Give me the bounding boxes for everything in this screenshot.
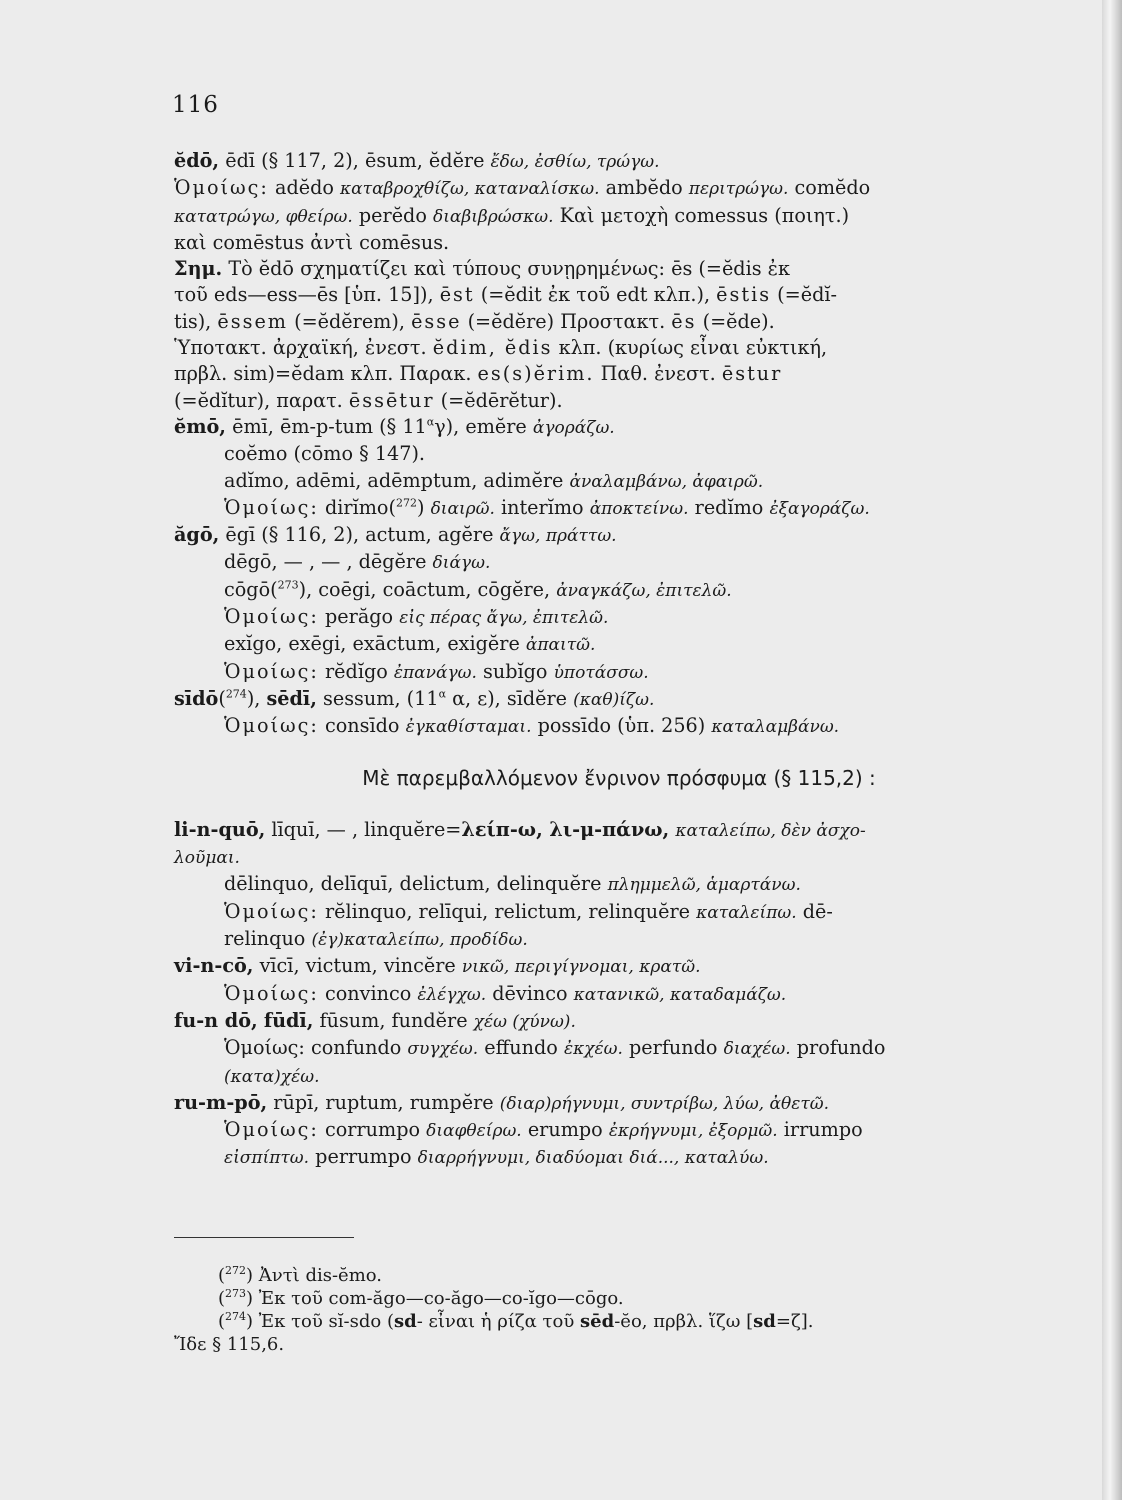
text-run: =ζ]. — [775, 1311, 814, 1332]
text-run: perfundo — [622, 1036, 724, 1060]
text-run: rūpī, ruptum, rumpĕre — [267, 1090, 500, 1114]
entry-line — [174, 335, 1064, 361]
text-run: (=ĕdit ἐκ τοῦ edt κλπ.), — [474, 283, 717, 307]
text-run: sīdō — [174, 686, 219, 710]
text-run: ἄγω, πράττω. — [499, 526, 617, 547]
text-run: Ὁμοίως: — [174, 176, 269, 200]
text-run: τοῦ eds—ess—ēs [ὑπ. 15]), — [174, 283, 440, 307]
dictionary-entry — [174, 1090, 1064, 1172]
entry-line — [174, 817, 1064, 844]
text-run: διαφθείρω. — [426, 1121, 522, 1142]
entries-block-2 — [174, 817, 1064, 1172]
entry-line — [174, 871, 1064, 898]
entry-line — [174, 230, 1064, 256]
text-run: erumpo — [521, 1118, 609, 1142]
dictionary-entry — [174, 414, 1064, 522]
text-run: dē- — [796, 899, 833, 923]
text-run: (=ĕdĕrem), — [288, 309, 412, 333]
entry-line — [174, 361, 1064, 387]
text-run: α — [438, 687, 446, 701]
entries-block-1 — [174, 148, 1064, 741]
text-run: διαχέω. — [723, 1039, 791, 1060]
footnote-line — [218, 1310, 1078, 1333]
text-run: (καθ)ίζω. — [573, 689, 655, 710]
text-run: coĕmo (cōmo § 147). — [224, 442, 426, 466]
text-run: 274 — [225, 687, 247, 701]
text-run: διάγω. — [432, 553, 491, 574]
text-run: ăgō, — [174, 523, 220, 547]
text-run: (=ĕde). — [696, 309, 775, 333]
entry-line — [174, 981, 1064, 1008]
text-run: Ὁμοίως: — [224, 1118, 319, 1142]
text-run: interĭmo — [494, 495, 590, 519]
entry-line — [174, 414, 1064, 441]
dictionary-entry — [174, 1008, 1064, 1090]
text-run: Καὶ μετοχὴ comessus (ποιητ.) — [553, 203, 850, 227]
text-run: sessum, (11 — [316, 686, 439, 710]
text-run: ἐλέγχω. — [417, 984, 487, 1005]
text-run: sd — [393, 1311, 417, 1332]
text-run: (=ĕdērĕtur). — [434, 388, 563, 412]
text-run: Τὸ ĕdō σχηματίζει καὶ τύπους συνῃρημένως: ēs (=ĕdis ἐκ — [222, 257, 790, 281]
entry-line — [174, 203, 1064, 230]
text-run: dirĭmo( — [318, 495, 396, 519]
entry-line — [174, 256, 1064, 282]
text-run: dēlinquo, delīquī, delictum, delinquĕre — [224, 872, 608, 896]
text-run: sēd — [580, 1311, 615, 1332]
text-run: καταβροχθίζω, καταναλίσκω. — [340, 179, 600, 200]
text-run: καταλείπω, δὲν ἀσχο- — [675, 820, 866, 841]
text-run: possīdo (ὑπ. 256) — [531, 714, 712, 738]
text-run: vīcī, victum, vincĕre — [253, 954, 462, 978]
text-run: ēssem — [217, 309, 288, 333]
text-run: adĕdo — [268, 176, 341, 200]
section-heading: Μὲ παρεμβαλλόμενον ἔνρινον πρόσφυμα (§ 115,2) : — [362, 765, 876, 790]
entry-line — [174, 577, 1064, 604]
footnote-rule — [174, 1237, 354, 1238]
text-run: Σημ. — [174, 257, 223, 281]
text-run: rĕdĭgo — [318, 659, 394, 683]
text-run: ) — [416, 495, 431, 519]
entry-line — [174, 495, 1064, 522]
text-run: (=ĕdĕre) Προστακτ. — [461, 309, 672, 333]
entry-line — [174, 388, 1064, 414]
text-run: ὑποτάσσω. — [553, 662, 649, 683]
text-run: (κατα)χέω. — [224, 1066, 320, 1087]
text-run: καταλαμβάνω. — [711, 717, 840, 738]
text-run: κατατρώγω, φθείρω. — [174, 206, 353, 227]
text-run: consīdo — [318, 714, 406, 738]
text-run: ), — [246, 686, 267, 710]
text-run: cōgō( — [224, 577, 278, 601]
text-run: ἀποκτείνω. — [589, 498, 689, 519]
text-run: 272 — [395, 496, 417, 510]
text-run: 274 — [225, 1310, 247, 1323]
entry-line — [174, 844, 1064, 871]
text-run: Ὁμοίως: confundo — [224, 1036, 408, 1060]
dictionary-entry — [174, 953, 1064, 1008]
text-run: (=ĕdĭtur), παρατ. — [174, 388, 349, 412]
dictionary-entry — [174, 148, 1064, 414]
text-run: sēdī, — [266, 686, 317, 710]
text-run: ) Ἀντὶ dis-ĕmo. — [246, 1265, 383, 1286]
text-run: li-n-quō, — [174, 817, 266, 841]
text-run: līquī, — , linquĕre= — [265, 817, 462, 841]
text-run: profundo — [790, 1036, 886, 1060]
entry-line — [174, 309, 1064, 335]
text-run: ἐγκαθίσταμαι. — [405, 717, 532, 738]
text-run: πλημμελῶ, ἁμαρτάνω. — [607, 875, 801, 896]
text-run: ) Ἐκ τοῦ sĭ-sdo ( — [246, 1311, 394, 1332]
dictionary-entry — [174, 522, 1064, 686]
text-run: ἐκχέω. — [563, 1039, 623, 1060]
text-run: subĭgo — [476, 659, 554, 683]
footnote-line — [174, 1333, 1078, 1356]
text-run: ( — [218, 1311, 226, 1332]
text-run: Ὁμοίως: — [224, 495, 319, 519]
main-text — [174, 148, 1064, 1172]
text-run: perĕdo — [352, 203, 433, 227]
text-run: ēdī (§ 117, 2), ēsum, ĕdĕre — [219, 149, 491, 172]
page-edge — [1102, 0, 1122, 1500]
text-run: α, ε), sīdĕre — [446, 686, 574, 710]
dictionary-entry — [174, 686, 1064, 741]
text-run: ēgī (§ 116, 2), actum, agĕre — [219, 523, 500, 547]
text-run: corrumpo — [318, 1118, 427, 1142]
entry-line — [174, 686, 1064, 713]
text-run: ἐξαγοράζω. — [769, 498, 870, 519]
text-run: fu-n dō, — [174, 1008, 258, 1032]
text-run: dēvinco — [486, 981, 574, 1005]
entry-line — [174, 713, 1064, 740]
text-run: ( — [218, 686, 226, 710]
entry-line — [174, 522, 1064, 549]
text-run: α — [426, 415, 435, 429]
text-run: Παθ. ἐνεστ. — [594, 362, 722, 386]
entry-line — [174, 953, 1064, 980]
text-run: Ὑποτακτ. ἀρχαϊκή, ἐνεστ. — [174, 336, 433, 360]
text-run: ĕmō, — [174, 414, 226, 438]
text-run: διαρρήγνυμι, διαδύομαι διά..., καταλύω. — [417, 1148, 769, 1169]
text-run: -ĕo, πρβλ. ἵζω [ — [614, 1311, 754, 1332]
text-run: ēst — [439, 283, 475, 307]
text-run: ēstur — [721, 362, 783, 386]
text-run: Ὁμοίως: — [224, 981, 319, 1005]
text-run: exĭgo, exēgi, exāctum, exigĕre — [224, 632, 526, 656]
text-run: ēssētur — [348, 388, 435, 412]
text-run: λείπ-ω, λι-μ-πάνω, — [461, 817, 670, 841]
text-run: καὶ comēstus ἀντὶ comēsus. — [174, 230, 450, 254]
text-run: (=ĕdĭ- — [771, 283, 837, 307]
entry-line — [174, 468, 1064, 495]
text-run: ἔδω, ἐσθίω, τρώγω. — [490, 152, 660, 172]
text-run: ( — [218, 1288, 226, 1309]
text-run: εἰς πέρας ἄγω, ἐπιτελῶ. — [399, 608, 609, 629]
text-run: γ), emĕre — [434, 414, 533, 438]
text-run: ru-m-pō, — [174, 1090, 268, 1114]
text-run: ēsse — [411, 309, 462, 333]
entry-line — [174, 1144, 1064, 1171]
text-run: ἐπανάγω. — [393, 662, 477, 683]
text-run: (ἐγ)καταλείπω, προδίδω. — [311, 930, 528, 951]
text-run: συγχέω. — [407, 1039, 479, 1060]
text-run: ), coēgi, coāctum, cōgĕre, — [298, 577, 557, 601]
text-run: ) Ἐκ τοῦ com-ăgo—co-ăgo—co-ĭgo—cōgo. — [246, 1288, 624, 1309]
text-run: dēgō, — , — , dēgĕre — [224, 550, 433, 574]
page-number: 116 — [172, 92, 219, 118]
text-run: κατανικῶ, καταδαμάζω. — [573, 984, 787, 1005]
text-run: νικῶ, περιγίγνομαι, κρατῶ. — [461, 957, 701, 978]
text-run: Ἴδε § 115,6. — [174, 1334, 285, 1355]
dictionary-entry — [174, 817, 1064, 953]
text-run: ēstis — [716, 283, 772, 307]
text-run: Ὁμοίως: — [224, 605, 319, 629]
entry-line — [174, 604, 1064, 631]
entry-line — [174, 282, 1064, 308]
entry-line — [174, 549, 1064, 576]
text-run: es(s)ĕrim. — [477, 362, 595, 386]
entry-line — [174, 1117, 1064, 1144]
text-run: perrumpo — [309, 1145, 418, 1169]
text-run: ēs — [671, 309, 697, 333]
text-run: irrumpo — [777, 1118, 863, 1142]
text-run: ἐκρήγνυμι, ἐξορμῶ. — [608, 1121, 778, 1142]
footnotes — [174, 1264, 1078, 1356]
text-run: effundo — [478, 1036, 564, 1060]
text-run: 272 — [225, 1264, 247, 1277]
text-run: διαβιβρώσκω. — [433, 206, 554, 227]
entry-line — [174, 899, 1064, 926]
entry-line — [174, 441, 1064, 467]
text-run: εἰσπίπτω. — [224, 1148, 310, 1169]
text-run: καταλείπω. — [696, 902, 797, 923]
text-run: adĭmo, adēmi, adēmptum, adimĕre — [224, 468, 570, 492]
entry-line — [174, 659, 1064, 686]
footnote-line — [218, 1287, 1078, 1310]
text-run: ( — [218, 1265, 226, 1286]
text-run: - εἶναι ἡ ρίζα τοῦ — [416, 1311, 581, 1332]
text-run: 273 — [277, 578, 299, 592]
text-run: κλπ. (κυρίως εἶναι εὐκτική, — [552, 336, 828, 360]
entry-line — [174, 1063, 1064, 1090]
text-run: ἀναλαμβάνω, ἀφαιρῶ. — [569, 471, 764, 492]
text-run: (διαρ)ρήγνυμι, συντρίβω, λύω, ἀθετῶ. — [499, 1093, 829, 1114]
text-run: convinco — [318, 981, 418, 1005]
entry-line — [174, 631, 1064, 658]
text-run: vi-n-cō, — [174, 954, 254, 978]
text-run: Ὁμοίως: — [224, 899, 319, 923]
entry-line — [174, 148, 1064, 175]
text-run: tis), — [174, 309, 218, 333]
text-run: πρβλ. sim)=ĕdam κλπ. Παρακ. — [174, 362, 478, 386]
text-run: fūdī, — [263, 1008, 314, 1032]
text-run: ĕdim, ĕdis — [432, 336, 553, 360]
text-run: ambĕdo — [599, 176, 689, 200]
text-run: ἀπαιτῶ. — [525, 635, 596, 656]
text-run: ἀναγκάζω, ἐπιτελῶ. — [556, 580, 732, 601]
text-run: ἀγοράζω. — [532, 417, 615, 438]
text-run: Ὁμοίως: — [224, 659, 319, 683]
text-run: redĭmo — [688, 495, 770, 519]
entry-line — [174, 175, 1064, 202]
text-run: περιτρώγω. — [688, 179, 789, 200]
text-run: fūsum, fundĕre — [313, 1008, 474, 1032]
footnote-line — [218, 1264, 1078, 1287]
text-run: 273 — [225, 1287, 247, 1300]
text-run: ĕdō, — [174, 149, 220, 172]
text-run: sd — [753, 1311, 776, 1332]
text-run: rĕlinquo, relīqui, relictum, relinquĕre — [318, 899, 697, 923]
text-run: perăgo — [318, 605, 400, 629]
text-run: χέω (χύνω). — [473, 1011, 576, 1032]
entry-line — [174, 1008, 1064, 1035]
text-run: λοῦμαι. — [174, 848, 240, 869]
text-run: comĕdo — [788, 176, 871, 200]
text-run: ēmī, ēm-p-tum (§ 11 — [226, 414, 427, 438]
text-run: Ὁμοίως: — [224, 714, 319, 738]
entry-line — [174, 1090, 1064, 1117]
text-run: relinquo — [224, 927, 312, 951]
entry-line — [174, 1035, 1064, 1062]
text-run: διαιρῶ. — [430, 498, 495, 519]
entry-line — [174, 926, 1064, 953]
